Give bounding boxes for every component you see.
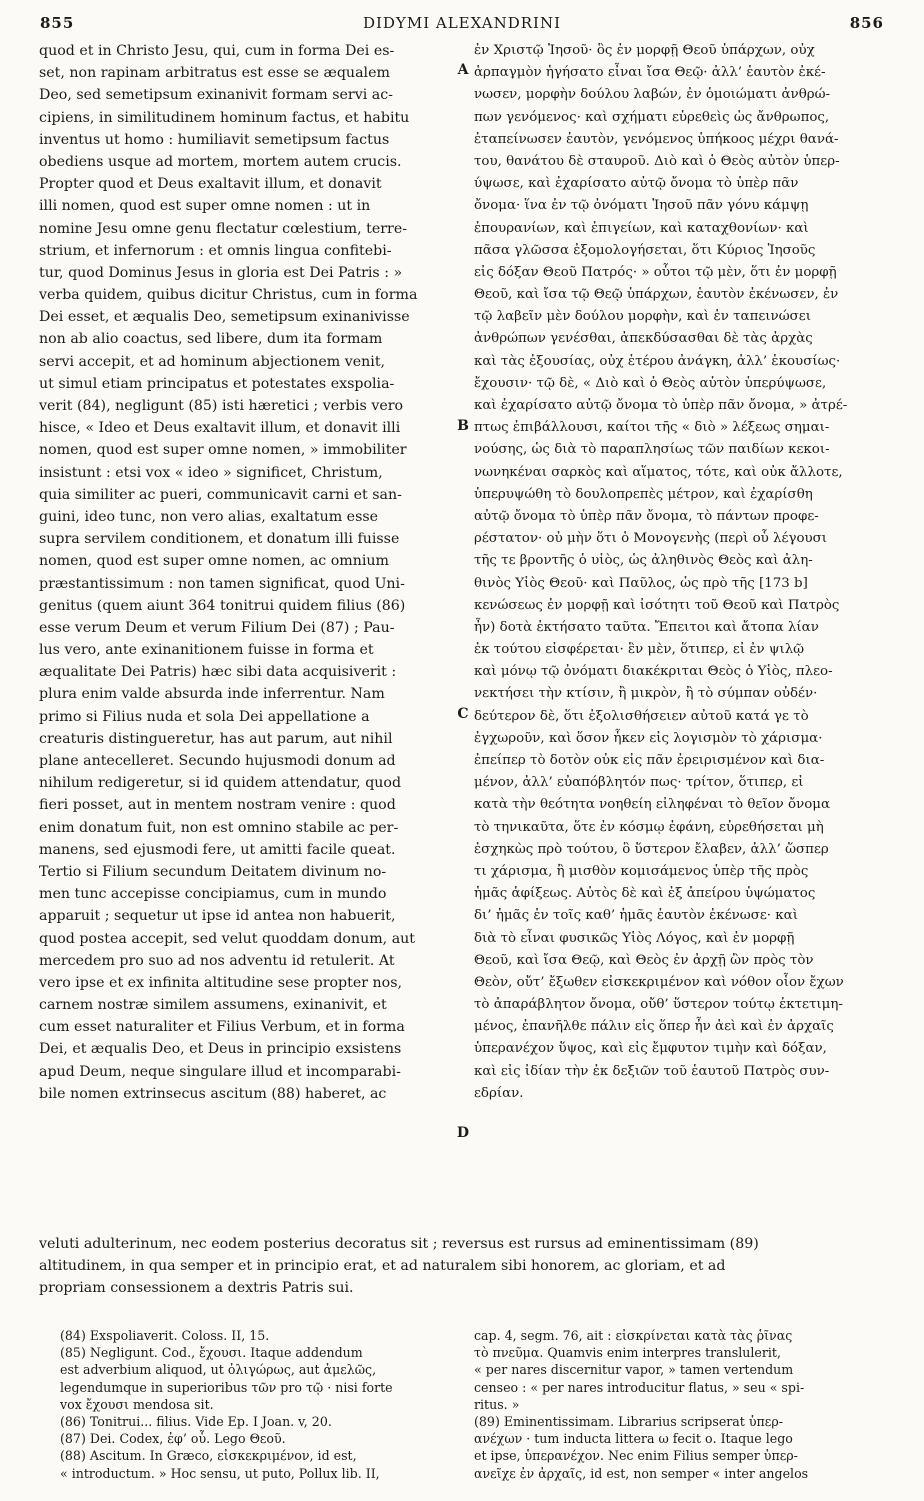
latin-line: guini, ideo tunc, non vero alias, exaltatum esse xyxy=(39,508,379,525)
greek-line: ἦν) δοτὰ ἐκτήσατο ταῦτα. Ἔπειτοι καὶ ἄτοπα λίαν xyxy=(474,619,819,635)
greek-line: πτως ἐπιβάλλουσι, καίτοι τῆς « διὸ » λέξεως σημαι- xyxy=(474,420,830,436)
running-title: DIDYMI ALEXANDRINI xyxy=(362,14,562,32)
greek-line: τῷ λαβεῖν μὲν δούλου μορφὴν, καὶ ἐν ταπεινώσει xyxy=(474,309,811,325)
greek-line: τῆς τε βροντῆς ὁ υἱὸς, ὡς ἀληθινὸς Θεὸς καὶ ἀλη- xyxy=(474,553,813,569)
greek-line: καὶ τὰς ἐξουσίας, οὐχ ἑτέρου ἀνάγκη, ἀλλ’ ἑκουσίως· xyxy=(474,353,841,369)
latin-line: quia similiter ac pueri, communicavit carni et san- xyxy=(39,486,402,503)
latin-line: æqualitate Dei Patris) hæc sibi data acquisiverit : xyxy=(39,664,397,681)
latin-line: Dei, et æqualis Deo, et Deus in principio exsistens xyxy=(39,1041,402,1058)
greek-line: νωνηκέναι σαρκὸς καὶ αἵματος, τότε, καὶ οὐκ ἄλλοτε, xyxy=(474,464,843,480)
footnote-line: cap. 4, segm. 76, ait : εἰσκρίνεται κατὰ τὰς ῥῖνας xyxy=(474,1328,793,1343)
latin-line: genitus (quem aiunt 364 tonitrui quidem filius (86) xyxy=(39,597,406,614)
greek-line: μένον, ἀλλ’ εὐαπόβλητόν πως· τρίτον, ὅτιπερ, εἰ xyxy=(474,775,804,791)
latin-line: ut simul etiam principatus et potestates exspolia- xyxy=(39,375,395,392)
latin-line: præstantissimum : non tamen significat, quod Uni- xyxy=(39,575,405,592)
latin-line: lus vero, ante exinanitionem fuisse in forma et xyxy=(39,642,374,659)
greek-line: νεκτήσει τὴν κτίσιν, ἢ μικρὸν, ἢ τὸ σύμπαν οὐδέν· xyxy=(474,686,818,702)
greek-line: ρέστατον· οὐ μὴν ὅτι ὁ Μονογενὴς (περὶ οὗ λέγουσι xyxy=(474,531,828,547)
greek-line: ἐσχηκὼς πρὸ τούτου, ὃ ὕστερον ἔλαβεν, ἀλλ’ ὥσπερ xyxy=(474,841,829,857)
latin-line: plane antecelleret. Secundo hujusmodi donum ad xyxy=(39,753,396,769)
latin-line: primo si Filius nuda et sola Dei appellatione a xyxy=(39,708,370,725)
footnotes-left xyxy=(60,1327,460,1482)
latin-line: Dei esset, et æqualis Deo, semetipsum exinanivisse xyxy=(39,309,410,326)
latin-line: bile nomen extrinsecus ascitum (88) haberet, ac xyxy=(39,1085,387,1102)
latin-line: hisce, « Ideo et Deus exaltavit illum, et donavit illi xyxy=(39,420,401,437)
greek-line: κατὰ τὴν θεότητα νοηθείη εἰληφέναι τὸ θεῖον ὄνομα xyxy=(474,797,831,813)
greek-line: καὶ μόνῳ τῷ ὀνόματι διακέκριται Θεὸς ὁ Υἱὸς, πλεο- xyxy=(474,664,833,680)
greek-line: ὑπερανέχον ὕψος, καὶ εἰς ἔμφυτον τιμὴν καὶ δόξαν, xyxy=(474,1041,827,1057)
full-width-line: altitudinem, in qua semper et in principio erat, et ad naturalem sibi honorem, ac gloriam, et ad xyxy=(39,1258,726,1275)
footnote-line: vox ἔχουσι mendosa sit. xyxy=(60,1396,214,1412)
latin-line: obediens usque ad mortem, mortem autem crucis. xyxy=(39,153,402,170)
footnote-line: « introductum. » Hoc sensu, ut puto, Pollux lib. II, xyxy=(60,1465,380,1481)
latin-line: tur, quod Dominus Jesus in gloria est Dei Patris : » xyxy=(39,264,403,281)
latin-line: carnem nostræ similem assumens, exinanivit, et xyxy=(39,997,387,1014)
greek-line: ἐταπείνωσεν ἑαυτὸν, γενόμενος ὑπήκοος μέχρι θανά- xyxy=(474,131,839,147)
greek-line: δεύτερον δὲ, ὅτι ἐξολισθήσειεν αὐτοῦ κατά γε τὸ xyxy=(474,708,809,724)
footnote-line: ανέχων · tum inducta littera ω fecit ο. Itaque lego xyxy=(474,1431,793,1447)
greek-line: ὄνομα· ἵνα ἐν τῷ ὀνόματι Ἰησοῦ πᾶν γόνυ κάμψῃ xyxy=(474,198,809,214)
latin-line: verit (84), negligunt (85) isti hæretici ; verbis vero xyxy=(39,398,404,414)
footnote-line: ανεῖχε ἐν ἀρχαῖς, id est, non semper « inter angelos xyxy=(474,1465,809,1481)
greek-line: θινὸς Υἱὸς Θεοῦ· καὶ Παῦλος, ὡς πρὸ τῆς [173 b] xyxy=(474,575,808,591)
latin-line: mercedem pro suo ad nos adventu id retulerit. At xyxy=(39,952,395,969)
latin-line: non ab alio coactus, sed libere, dum ita formam xyxy=(39,331,383,348)
greek-line: νωσεν, μορφὴν δούλου λαβών, ἐν ὁμοιώματι ἀνθρώ- xyxy=(474,87,831,103)
latin-line: inventus ut homo : humiliavit semetipsum factus xyxy=(39,131,390,148)
greek-line: εδρίαν. xyxy=(474,1085,524,1101)
full-width-line: veluti adulterinum, nec eodem posterius decoratus sit ; reversus est rursus ad eminentissimam (89) xyxy=(39,1236,759,1252)
footnote-line: (84) Exspoliaverit. Coloss. II, 15. xyxy=(60,1328,270,1343)
greek-line: μένος, ἐπανῆλθε πάλιν εἰς ὅπερ ἦν ἀεὶ καὶ ἐν ἀρχαῖς xyxy=(474,1019,834,1035)
latin-line: apud Deum, neque singulare illud et incomparabi- xyxy=(39,1063,401,1080)
latin-line: servi accepit, et ad hominum abjectionem venit, xyxy=(39,353,386,370)
latin-line: enim donatum fuit, non est omnino stabile ac per- xyxy=(39,819,399,836)
latin-line: supra servilem conditionem, et donatum illi fuisse xyxy=(39,531,400,548)
footnote-line: « per nares discernitur vapor, » tamen vertendum xyxy=(474,1362,794,1378)
page-number-left: 855 xyxy=(40,14,75,32)
margin-letter-d: D xyxy=(456,1125,470,1141)
full-width-line: propriam consessionem a dextris Patris sui. xyxy=(39,1280,354,1297)
latin-line: cum esset naturaliter et Filius Verbum, et in forma xyxy=(39,1019,405,1036)
greek-line: κενώσεως ἐν μορφῇ καὶ ἰσότητι τοῦ Θεοῦ καὶ Πατρὸς xyxy=(474,597,840,613)
latin-line: quod postea accepit, sed velut quoddam donum, aut xyxy=(39,930,415,947)
footnote-line: censeo : « per nares introducitur flatus, » seu « spi- xyxy=(474,1379,805,1395)
latin-line: esse verum Deum et verum Filium Dei (87) ; Pau- xyxy=(39,619,395,636)
greek-line: ἀνθρώπων γενέσθαι, ἀπεκδύσασθαι δὲ τὰς ἀρχὰς xyxy=(474,331,813,347)
latin-column xyxy=(39,40,454,1105)
latin-line: quod et in Christo Jesu, qui, cum in forma Dei es- xyxy=(39,43,395,59)
latin-line: men tunc accepisse concipiamus, cum in mundo xyxy=(39,886,387,903)
greek-line: τὸ τηνικαῦτα, ὅτε ἐν κόσμῳ ἐφάνη, εὑρεθήσεται μὴ xyxy=(474,819,824,835)
greek-line: ἐν Χριστῷ Ἰησοῦ· ὃς ἐν μορφῇ Θεοῦ ὑπάρχων, οὐχ xyxy=(474,43,815,58)
greek-line: εἰς δόξαν Θεοῦ Πατρός· » οὗτοι τῷ μὲν, ὅτι ἐν μορφῇ xyxy=(474,264,837,280)
footnote-line: (85) Negligunt. Cod., ἔχουσι. Itaque addendum xyxy=(60,1345,363,1361)
latin-line: creaturis distingueretur, has aut parum, aut nihil xyxy=(39,730,393,747)
latin-line: plura enim valde absurda inde inferrentur. Nam xyxy=(39,686,385,703)
margin-letter-c: C xyxy=(457,706,469,722)
greek-line: Θεοῦ, καὶ ἴσα τῷ Θεῷ ὑπάρχων, ἑαυτὸν ἐκένωσεν, ἐν xyxy=(474,287,839,303)
latin-line: nihilum redigeretur, si id quidem attendatur, quod xyxy=(39,775,402,792)
greek-line: δι’ ἡμᾶς ἐν τοῖς καθ’ ἡμᾶς ἑαυτὸν ἐκένωσε· καὶ xyxy=(474,908,798,924)
latin-line: nomine Jesu omne genu flectatur cœlestium, terre- xyxy=(39,220,408,237)
page-number-right: 856 xyxy=(849,14,884,32)
latin-line: illi nomen, quod est super omne nomen : ut in xyxy=(39,198,371,215)
latin-line: vero ipse et ex infinita altitudine sese propter nos, xyxy=(39,974,402,991)
greek-line: διὰ τὸ εἶναι φυσικῶς Υἱὸς Λόγος, καὶ ἐν μορφῇ xyxy=(474,930,795,946)
greek-line: ἐπουρανίων, καὶ ἐπιγείων, καὶ καταχθονίων· καὶ xyxy=(474,220,809,236)
footnote-line: legendumque in superioribus τῶν pro τῷ · nisi forte xyxy=(60,1379,393,1395)
greek-line: ἁρπαγμὸν ἡγήσατο εἶναι ἴσα Θεῷ· ἀλλ’ ἑαυτὸν ἐκέ- xyxy=(474,65,826,81)
margin-letter-b: B xyxy=(457,418,469,434)
latin-line: nomen, quod est super omne nomen, » immobiliter xyxy=(39,442,407,459)
greek-line: ἡμᾶς ἀφίξεως. Αὐτὸς δὲ καὶ ἐξ ἀπείρου ὑψώματος xyxy=(474,886,816,902)
footnote-line: (88) Ascitum. In Græco, εἰσκεκριμένον, id est, xyxy=(60,1448,357,1464)
footnote-line: (89) Eminentissimam. Librarius scripserat ὑπερ- xyxy=(474,1413,783,1429)
latin-line: Deo, sed semetipsum exinanivit formam servi ac- xyxy=(39,87,393,104)
full-width-text xyxy=(39,1233,891,1300)
greek-line: τὸ ἀπαράβλητον ὄνομα, οὔθ’ ὕστερον τούτῳ ἐκτετιμη- xyxy=(474,997,843,1013)
greek-line: καὶ εἰς ἰδίαν τὴν ἐκ δεξιῶν τοῦ ἑαυτοῦ Πατρὸς συν- xyxy=(474,1063,830,1079)
footnote-line: est adverbium aliquod, ut ὀλιγώρως, aut ἀμελῶς, xyxy=(60,1362,377,1378)
latin-line: set, non rapinam arbitratus est esse se æqualem xyxy=(39,65,390,82)
latin-line: manens, sed ejusmodi fere, ut amitti facile queat. xyxy=(39,841,396,858)
greek-line: ἔχουσιν· τῷ δὲ, « Διὸ καὶ ὁ Θεὸς αὐτὸν ὑπερύψωσε, xyxy=(474,375,827,391)
greek-line: νούσης, ὡς διὰ τὸ παραπλησίως τῶν παιδίων κεκοι- xyxy=(474,442,830,458)
footnote-line: τὸ πνεῦμα. Quamvis enim interpres translulerit, xyxy=(474,1345,781,1361)
greek-column xyxy=(474,40,890,1105)
footnote-line: (86) Tonitrui... filius. Vide Ep. I Joan. v, 20. xyxy=(60,1413,332,1429)
latin-line: strium, et infernorum : et omnis lingua confitebi- xyxy=(39,242,392,259)
greek-line: Θεοῦ, καὶ ἴσα Θεῷ, καὶ Θεὸς ἐν ἀρχῇ ὢν πρὸς τὸν xyxy=(474,952,814,968)
greek-line: καὶ ἐχαρίσατο αὐτῷ ὄνομα τὸ ὑπὲρ πᾶν ὄνομα, » ἀτρέ- xyxy=(474,398,848,413)
latin-line: nomen, quod est super omne nomen, ac omnium xyxy=(39,553,390,570)
margin-letter-a: A xyxy=(457,62,469,78)
greek-line: ἐπείπερ τὸ δοτὸν οὐκ εἰς πᾶν ἐρειρισμένον καὶ δια- xyxy=(474,753,825,768)
latin-line: verba quidem, quibus dicitur Christus, cum in forma xyxy=(39,287,418,304)
footnote-line: ritus. » xyxy=(474,1396,520,1412)
greek-line: ύψωσε, καὶ ἐχαρίσατο αὐτῷ ὄνομα τὸ ὑπὲρ πᾶν xyxy=(474,176,799,192)
greek-line: τι χάρισμα, ἢ μισθὸν κομισάμενος ὑπὲρ τῆς πρὸς xyxy=(474,863,809,879)
latin-line: Tertio si Filium secundum Deitatem divinum no- xyxy=(39,863,387,880)
greek-line: Θεὸν, οὔτ’ ἔξωθεν εἰσκεκριμένον καὶ νόθον οἷον ἔχων xyxy=(474,974,844,990)
greek-line: πᾶσα γλῶσσα ἐξομολογήσεται, ὅτι Κύριος Ἰησοῦς xyxy=(474,242,816,258)
footnote-line: (87) Dei. Codex, ἐφ’ οὗ. Lego Θεοῦ. xyxy=(60,1431,286,1447)
latin-line: insistunt : etsi vox « ideo » significet, Christum, xyxy=(39,464,383,481)
greek-line: αὐτῷ ὄνομα τὸ ὑπὲρ πᾶν ὄνομα, τὸ πάντων προφε- xyxy=(474,508,819,524)
greek-line: ἐκ τούτου εἰσφέρεται· ἓν μὲν, ὅτιπερ, εἰ ἐν ψιλῷ xyxy=(474,642,805,658)
greek-line: πων γενόμενος· καὶ σχήματι εὑρεθεὶς ὡς ἄνθρωπος, xyxy=(474,109,830,125)
footnotes-right xyxy=(474,1327,890,1482)
latin-line: fieri posset, aut in mentem nostram venire : quod xyxy=(39,797,396,814)
greek-line: ἐγχωροῦν, καὶ ὅσον ἧκεν εἰς λογισμὸν τὸ χάρισμα· xyxy=(474,730,823,746)
latin-line: Propter quod et Deus exaltavit illum, et donavit xyxy=(39,176,382,193)
footnote-line: et ipse, ὑπερανέχον. Nec enim Filius semper ὑπερ- xyxy=(474,1448,798,1464)
latin-line: apparuit ; sequetur ut ipse id antea non habuerit, xyxy=(39,908,396,925)
greek-line: ὑπερυψώθη τὸ δουλοπρεπὲς μέτρον, καὶ ἐχαρίσθη xyxy=(474,486,813,502)
latin-line: cipiens, in similitudinem hominum factus, et habitu xyxy=(39,109,410,126)
greek-line: του, θανάτου δὲ σταυροῦ. Διὸ καὶ ὁ Θεὸς αὐτὸν ὑπερ- xyxy=(474,153,840,169)
